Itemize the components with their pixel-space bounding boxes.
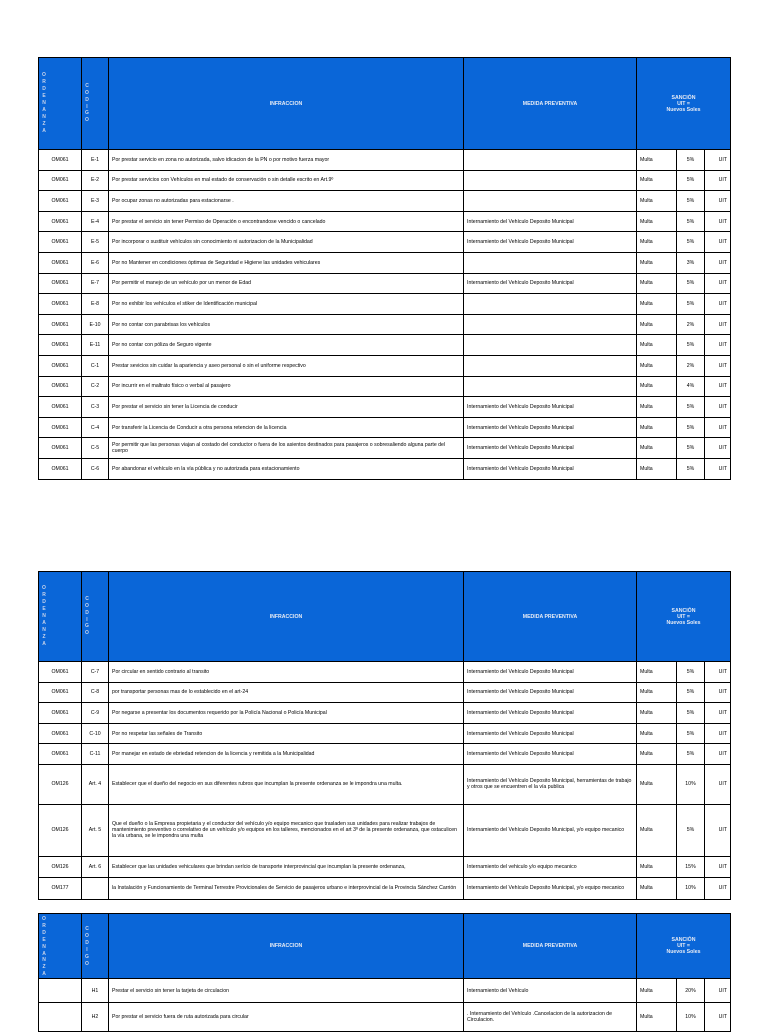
cell-percent: 5% [677,662,705,683]
cell-multa: Multa [637,376,677,397]
cell-codigo: Art. 4 [82,764,109,804]
cell-multa: Multa [637,703,677,724]
cell-percent: 10% [677,764,705,804]
cell-infraccion: Por prestar servicio en zona no autorizada, salvo idicacion de la PN o por motivo fuerza mayor [109,150,464,171]
cell-multa: Multa [637,232,677,253]
cell-infraccion: Por negarse a presentar los documentos requerido por la Policía Nacional o Policía Municipal [109,703,464,724]
cell-codigo: E-6 [82,252,109,273]
cell-ordenanza [39,1003,82,1032]
header-letter: C [85,926,89,933]
header-letter: C [85,595,89,602]
cell-percent: 5% [677,170,705,191]
cell-ordenanza: OM061 [39,376,82,397]
cell-ordenanza: OM061 [39,703,82,724]
table-row [39,376,731,397]
cell-percent: 10% [677,1003,705,1032]
header-letter: A [42,950,46,957]
table-row [39,804,731,856]
header-letter: O [42,72,46,79]
header-letter: A [42,106,46,113]
cell-multa: Multa [637,764,677,804]
header-letter: D [42,86,46,93]
header-codigo [82,914,109,979]
cell-multa: Multa [637,979,677,1003]
cell-multa: Multa [637,804,677,856]
header-letter: O [85,630,89,637]
cell-percent: 4% [677,376,705,397]
header-letter: G [85,623,89,630]
cell-multa: Multa [637,458,677,479]
cell-uit: UIT [705,232,731,253]
cell-codigo: C-4 [82,417,109,438]
cell-ordenanza: OM126 [39,804,82,856]
sancion-line-2: UIT = [677,943,690,950]
header-letter: A [42,640,46,647]
cell-uit: UIT [705,170,731,191]
sancion-line-2: UIT = [677,613,690,620]
cell-multa: Multa [637,856,677,877]
cell-ordenanza: OM061 [39,682,82,703]
cell-ordenanza: OM126 [39,856,82,877]
table-row [39,273,731,294]
header-ordenanza [39,914,82,979]
cell-medida: Internamiento del Vehículo Deposito Municipal [464,417,637,438]
cell-percent: 5% [677,438,705,459]
cell-uit: UIT [705,458,731,479]
table-row [39,170,731,191]
table-row [39,355,731,376]
table-row [39,232,731,253]
cell-infraccion: Por manejar en estado de ebriedad retencion de la licencia y remitida a la Municipalidad [109,744,464,765]
table-row [39,856,731,877]
header-letter: O [42,585,46,592]
table-row [39,723,731,744]
header-infraccion: INFRACCION [109,572,464,662]
cell-codigo: E-3 [82,191,109,212]
header-codigo [82,572,109,662]
cell-ordenanza: OM061 [39,397,82,418]
cell-ordenanza: OM061 [39,273,82,294]
cell-uit: UIT [705,744,731,765]
cell-uit: UIT [705,764,731,804]
cell-multa: Multa [637,662,677,683]
cell-percent: 5% [677,273,705,294]
header-letter: N [42,100,46,107]
cell-medida: Internamiento del Vehículo [464,979,637,1003]
cell-uit: UIT [705,1003,731,1032]
header-medida: MEDIDA PREVENTIVA [464,572,637,662]
cell-infraccion: Prestar sevicios sin cuidar la apariencia y aseo personal o sin el uniforme respectivo [109,355,464,376]
cell-medida: Internamiento del Vehículo Deposito Municipal [464,232,637,253]
cell-uit: UIT [705,417,731,438]
header-letter: R [42,592,46,599]
cell-codigo: E-2 [82,170,109,191]
header-letter: N [42,943,46,950]
cell-infraccion: Por no contar con póliza de Seguro vigente [109,335,464,356]
cell-medida [464,335,637,356]
cell-multa: Multa [637,211,677,232]
cell-ordenanza: OM061 [39,438,82,459]
header-letter: I [86,616,88,623]
cell-ordenanza: OM177 [39,877,82,899]
header-letter: D [85,940,89,947]
cell-uit: UIT [705,335,731,356]
cell-multa: Multa [637,682,677,703]
cell-multa: Multa [637,273,677,294]
sancion-line-2: UIT = [677,100,690,107]
cell-medida: Internamiento del Vehículo Deposito Municipal [464,458,637,479]
cell-multa: Multa [637,335,677,356]
header-codigo [82,58,109,150]
table-row [39,458,731,479]
cell-uit: UIT [705,856,731,877]
cell-percent: 5% [677,744,705,765]
header-letter: O [85,117,89,124]
cell-codigo: E-5 [82,232,109,253]
cell-ordenanza: OM061 [39,458,82,479]
table-row [39,979,731,1003]
cell-multa: Multa [637,744,677,765]
table-row [39,744,731,765]
cell-infraccion: Por incurrir en el maltrato físico o verbal al pasajero [109,376,464,397]
sancion-line-1: SANCIÓN [671,937,696,944]
cell-percent: 5% [677,232,705,253]
cell-infraccion: Por no contar con parabrisas los vehículos [109,314,464,335]
cell-percent: 5% [677,335,705,356]
header-letter: Z [42,120,46,127]
header-letter: R [42,922,46,929]
cell-codigo: Art. 5 [82,804,109,856]
cell-percent: 3% [677,252,705,273]
table-row [39,191,731,212]
header-letter: A [42,619,46,626]
header-sancion [637,572,731,662]
cell-ordenanza: OM061 [39,170,82,191]
cell-infraccion: Establecer que el dueño del negocio en sus diferentes rubros que incumplan la presente ordenanza se le impondra una multa. [109,764,464,804]
cell-ordenanza: OM061 [39,314,82,335]
cell-medida: Internamiento del Vehículo Deposito Municipal [464,744,637,765]
header-infraccion: INFRACCION [109,914,464,979]
cell-codigo: E-10 [82,314,109,335]
cell-multa: Multa [637,1003,677,1032]
cell-uit: UIT [705,355,731,376]
cell-infraccion: Por prestar servicios con Vehículos en mal estado de conservación o sin detalle escrito en Art.9º [109,170,464,191]
table-row [39,662,731,683]
cell-percent: 5% [677,458,705,479]
cell-multa: Multa [637,355,677,376]
header-ordenanza [39,572,82,662]
cell-codigo: Art. 6 [82,856,109,877]
cell-codigo: H2 [82,1003,109,1032]
cell-percent: 2% [677,355,705,376]
cell-percent: 5% [677,417,705,438]
cell-codigo: C-5 [82,438,109,459]
sancion-line-1: SANCIÓN [671,94,696,101]
header-letter: A [42,971,46,978]
header-letter: O [85,960,89,967]
cell-medida: Internamiento del Vehículo Deposito Municipal [464,723,637,744]
cell-uit: UIT [705,191,731,212]
header-letter: E [42,93,46,100]
sanctions-table-3 [38,913,731,1032]
cell-medida: Internamiento del Vehículo Deposito Municipal, y/o equipo mecanico [464,877,637,899]
cell-ordenanza: OM061 [39,294,82,315]
table-header-row [39,914,731,979]
table-row [39,252,731,273]
cell-ordenanza: OM061 [39,150,82,171]
cell-uit: UIT [705,723,731,744]
header-letter: O [85,602,89,609]
cell-ordenanza: OM061 [39,417,82,438]
header-medida: MEDIDA PREVENTIVA [464,914,637,979]
header-letter: N [42,613,46,620]
cell-infraccion: Por no respetar las señales de Transito [109,723,464,744]
header-letter: I [86,947,88,954]
header-letter: D [85,96,89,103]
cell-multa: Multa [637,314,677,335]
cell-uit: UIT [705,252,731,273]
cell-percent: 2% [677,314,705,335]
cell-infraccion: Por no exhibir los vehículos el stiker de Identificación municipal [109,294,464,315]
cell-ordenanza: OM061 [39,191,82,212]
header-letter: N [42,957,46,964]
cell-infraccion: Por prestar el servicio fuera de ruta autorizada para circular [109,1003,464,1032]
header-medida: MEDIDA PREVENTIVA [464,58,637,150]
cell-codigo: C-1 [82,355,109,376]
header-letter: E [42,936,46,943]
cell-infraccion: la Instalación y Funcionamiento de Terminal Terrestre Provicionales de Servicio de pasajeros urbano e interprovincial de la Provincia Sánchez Carrión [109,877,464,899]
cell-codigo [82,877,109,899]
cell-codigo: C-3 [82,397,109,418]
cell-multa: Multa [637,150,677,171]
cell-uit: UIT [705,294,731,315]
cell-uit: UIT [705,438,731,459]
cell-ordenanza: OM061 [39,355,82,376]
cell-codigo: E-11 [82,335,109,356]
header-letter: D [85,609,89,616]
table-row [39,703,731,724]
cell-percent: 5% [677,397,705,418]
cell-codigo: E-8 [82,294,109,315]
cell-multa: Multa [637,294,677,315]
cell-medida: Internamiento del vehiculo y/o equipo mecanico [464,856,637,877]
header-letter: G [85,110,89,117]
cell-infraccion: Por prestar el servicio sin tener la Licencia de conducir [109,397,464,418]
cell-multa: Multa [637,191,677,212]
cell-percent: 5% [677,191,705,212]
cell-medida [464,191,637,212]
cell-percent: 15% [677,856,705,877]
cell-percent: 5% [677,682,705,703]
cell-codigo: E-4 [82,211,109,232]
cell-medida [464,252,637,273]
table-row [39,150,731,171]
cell-codigo: E-7 [82,273,109,294]
cell-ordenanza: OM061 [39,211,82,232]
cell-codigo: C-2 [82,376,109,397]
cell-percent: 20% [677,979,705,1003]
header-letter: N [42,113,46,120]
header-letter: E [42,606,46,613]
table-row [39,877,731,899]
header-letter: N [42,626,46,633]
cell-infraccion: Por prestar el servicio sin tener Permiso de Operación o encontrandose vencido o cancelado [109,211,464,232]
cell-ordenanza: OM061 [39,662,82,683]
cell-medida: Internamiento del Vehículo Deposito Municipal, herramientas de trabajo y otros que se encuentren el la vía publica [464,764,637,804]
header-letter: O [85,89,89,96]
header-infraccion: INFRACCION [109,58,464,150]
header-letter: R [42,79,46,86]
cell-multa: Multa [637,438,677,459]
cell-medida: Internamiento del Vehículo Deposito Municipal, y/o equipo mecanico [464,804,637,856]
cell-ordenanza: OM061 [39,723,82,744]
cell-codigo: C-10 [82,723,109,744]
sancion-line-1: SANCIÓN [671,607,696,614]
cell-percent: 5% [677,723,705,744]
cell-uit: UIT [705,682,731,703]
cell-multa: Multa [637,723,677,744]
cell-medida: Internamiento del Vehículo Deposito Municipal [464,273,637,294]
table-row [39,335,731,356]
cell-medida: Internamiento del Vehículo Deposito Municipal [464,662,637,683]
sanctions-table-2 [38,571,731,900]
table-row [39,397,731,418]
table-row [39,294,731,315]
cell-multa: Multa [637,877,677,899]
cell-medida: Internamiento del Vehículo Deposito Municipal [464,682,637,703]
sancion-line-3: Nuevos Soles [666,949,701,956]
table-row [39,1003,731,1032]
table-row [39,417,731,438]
cell-codigo: C-7 [82,662,109,683]
cell-infraccion: Por no Mantener en condiciones óptimas de Seguridad e Higiene las unidades vehiculares [109,252,464,273]
cell-medida [464,294,637,315]
sancion-line-3: Nuevos Soles [666,106,701,113]
cell-percent: 5% [677,211,705,232]
cell-uit: UIT [705,804,731,856]
header-ordenanza [39,58,82,150]
cell-infraccion: Por abandonar el vehículo en la vía pública y no autorizada para estacionamiento [109,458,464,479]
cell-ordenanza: OM061 [39,252,82,273]
cell-codigo: E-1 [82,150,109,171]
header-letter: O [42,916,46,922]
cell-uit: UIT [705,150,731,171]
cell-medida: Internamiento del Vehículo Deposito Municipal [464,397,637,418]
table-row [39,764,731,804]
cell-uit: UIT [705,397,731,418]
header-letter: Z [42,964,46,971]
cell-ordenanza: OM061 [39,232,82,253]
cell-medida: Internamiento del Vehículo Deposito Municipal [464,703,637,724]
cell-infraccion: Por transferir la Licencia de Conducir a otra persona retencion de la licencia [109,417,464,438]
cell-medida [464,314,637,335]
cell-multa: Multa [637,397,677,418]
header-letter: Z [42,633,46,640]
cell-codigo: C-8 [82,682,109,703]
cell-uit: UIT [705,273,731,294]
cell-uit: UIT [705,877,731,899]
cell-infraccion: Que el dueño o la Empresa propietaria y el conductor del vehículo y/o equipo mecanico que trasladen sus unidades para realizar trabajos de mantenimiento preventivo o correlativo de un vehículo y/o equipos en los talleres, mencionados en el art 3º de la presente ordenanza, que ostaculicen la vía urbana, se le impondra una multa [109,804,464,856]
table-header-row [39,58,731,150]
sanctions-table-1 [38,57,731,480]
cell-infraccion: Prestar el servicio sin tener la tarjeta de circulacion [109,979,464,1003]
cell-uit: UIT [705,314,731,335]
cell-infraccion: Por permitir que las personas viajan al costado del conductor o fuera de los asientos destinados para pasajeros o sobresaliendo alguna parte del cuerpo [109,438,464,459]
cell-medida [464,170,637,191]
header-letter: D [42,929,46,936]
cell-medida [464,376,637,397]
cell-infraccion: por transportar personas mas de lo establecido en el art-24 [109,682,464,703]
table-row [39,438,731,459]
cell-medida [464,355,637,376]
cell-codigo: H1 [82,979,109,1003]
cell-infraccion: Por permitir el manejo de un vehículo por un menor de Edad [109,273,464,294]
cell-percent: 10% [677,877,705,899]
cell-percent: 5% [677,804,705,856]
cell-codigo: C-11 [82,744,109,765]
sancion-line-3: Nuevos Soles [666,619,701,626]
cell-uit: UIT [705,662,731,683]
cell-codigo: C-6 [82,458,109,479]
table-row [39,682,731,703]
table-header-row [39,572,731,662]
table-row [39,314,731,335]
cell-ordenanza: OM061 [39,335,82,356]
header-sancion [637,58,731,150]
header-sancion [637,914,731,979]
cell-percent: 5% [677,150,705,171]
cell-multa: Multa [637,170,677,191]
cell-uit: UIT [705,376,731,397]
header-letter: C [85,82,89,89]
cell-uit: UIT [705,211,731,232]
cell-uit: UIT [705,703,731,724]
cell-infraccion: Por circular en sentido contrario al transito [109,662,464,683]
cell-infraccion: Por incorporar o sustituir vehículos sin conocimiento ni autorizacion de la Municipalidad [109,232,464,253]
cell-infraccion: Por ocupar zonas no autorizadas para estacionarse . [109,191,464,212]
cell-multa: Multa [637,252,677,273]
cell-codigo: C-9 [82,703,109,724]
cell-ordenanza: OM126 [39,764,82,804]
cell-uit: UIT [705,979,731,1003]
header-letter: A [42,127,46,134]
cell-ordenanza: OM061 [39,744,82,765]
cell-medida: Internamiento del Vehículo Deposito Municipal [464,211,637,232]
cell-percent: 5% [677,703,705,724]
cell-medida: . Internamiento del Vehículo .Cancelacion de la autorizacion de Circulacion. [464,1003,637,1032]
header-letter: O [85,933,89,940]
header-letter: D [42,599,46,606]
header-letter: I [86,103,88,110]
table-row [39,211,731,232]
cell-ordenanza [39,979,82,1003]
cell-medida: Internamiento del Vehículo Deposito Municipal [464,438,637,459]
cell-infraccion: Establecer que las unidades vehiculares que brindan serício de transporte interprovincial que incumplan la presente ordenanza, [109,856,464,877]
cell-percent: 5% [677,294,705,315]
cell-multa: Multa [637,417,677,438]
cell-medida [464,150,637,171]
header-letter: G [85,953,89,960]
